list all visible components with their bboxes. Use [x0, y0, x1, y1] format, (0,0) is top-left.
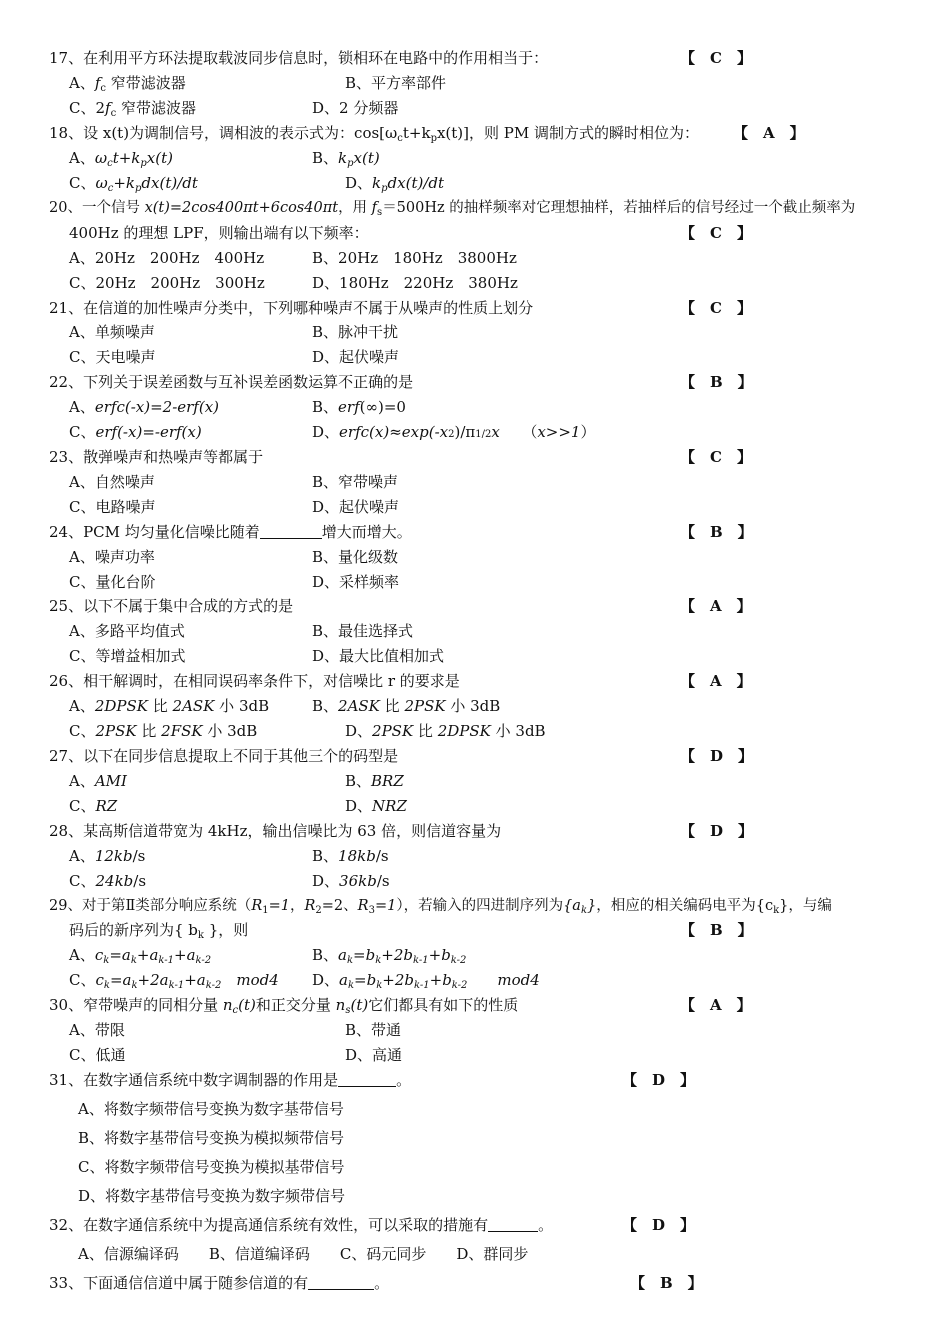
question-29-option-b: B、$a_k=b_k+2b_{k-1}+b_{k-2}$	[312, 946, 467, 966]
question-28-option-b: B、18kb/s	[312, 847, 389, 865]
question-18-option-d: D、$k_pdx(t)/dt$	[345, 174, 445, 194]
question-25-option-c: C、等增益相加式	[69, 647, 186, 665]
question-20-answer: 【 C 】	[680, 224, 752, 242]
question-18-option-b: B、$k_px(t)$	[312, 149, 380, 169]
question-29-stem-cont: 码后的新序列为{ $b_k$ }，则	[69, 921, 249, 941]
question-30-stem: 30、窄带噪声的同相分量 $n_c(t)$和正交分量 $n_s(t)$它们都具有如下的性质	[49, 996, 519, 1016]
question-25-answer: 【 A 】	[680, 597, 752, 615]
question-29-option-d: D、$a_k=b_k+2b_{k-1}+b_{k-2}$ mod4	[312, 971, 540, 991]
question-28-answer: 【 D 】	[680, 822, 754, 840]
question-22-option-b: B、erf(∞)=0	[312, 398, 406, 416]
question-24-stem: 24、PCM 均匀量化信噪比随着 增大而增大。	[49, 523, 412, 541]
question-25-option-d: D、最大比值相加式	[312, 647, 445, 665]
question-26-option-c: C、2PSK 比 2FSK 小 3dB	[69, 722, 258, 740]
question-22-stem: 22、下列关于误差函数与互补误差函数运算不正确的是	[49, 373, 414, 391]
question-18-option-a: A、$\omega_ct+k_px(t)$	[69, 149, 173, 169]
question-25-option-b: B、最佳选择式	[312, 622, 414, 640]
question-27-answer: 【 D 】	[680, 747, 754, 765]
question-30-option-c: C、低通	[69, 1046, 126, 1064]
question-28-option-c: C、24kb/s	[69, 872, 147, 890]
question-20-option-a: A、20Hz 200Hz 400Hz	[69, 249, 265, 267]
question-30-option-d: D、高通	[345, 1046, 403, 1064]
question-26-stem: 26、相干解调时，在相同误码率条件下，对信噪比 r 的要求是	[49, 672, 460, 690]
question-24-option-a: A、噪声功率	[69, 548, 155, 566]
question-21-option-d: D、起伏噪声	[312, 348, 400, 366]
question-28-option-d: D、36kb/s	[312, 872, 390, 890]
question-28-stem: 28、某高斯信道带宽为 4kHz，输出信噪比为 63 倍，则信道容量为	[49, 822, 502, 840]
question-27-option-c: C、RZ	[69, 797, 118, 815]
question-20-option-d: D、180Hz 220Hz 380Hz	[312, 274, 518, 292]
answer-blank	[338, 1072, 396, 1087]
question-20-stem: 20、一个信号 x(t)=2cos400πt+6cos40πt，用 $f_s=500Hz$ 的抽样频率对它理想抽样，若抽样后的信号经过一个截止频率为	[49, 200, 856, 218]
question-28-option-a: A、12kb/s	[69, 847, 146, 865]
question-17-option-d: D、2 分频器	[312, 99, 399, 117]
question-27-option-d: D、NRZ	[345, 797, 407, 815]
question-24-answer: 【 B 】	[680, 523, 753, 541]
question-31-option-a: A、将数字频带信号变换为数字基带信号	[78, 1100, 344, 1118]
question-20-option-b: B、20Hz 180Hz 3800Hz	[312, 249, 517, 267]
question-29-stem: 29、对于第Ⅱ类部分响应系统（$R_1=1$，$R_2=2$、$R_3=1$），若输入的四进制序列为$\{a_k\}$，相应的相关编码电平为$\{c_k\}$，与编	[49, 898, 832, 916]
question-26-answer: 【 A 】	[680, 672, 752, 690]
question-21-option-b: B、脉冲干扰	[312, 323, 399, 341]
question-23-option-c: C、电路噪声	[69, 498, 156, 516]
question-20-stem-cont: 400Hz 的理想 LPF，则输出端有以下频率：	[69, 224, 369, 242]
question-18-answer: 【 A 】	[733, 124, 805, 142]
question-17-option-b: B、平方率部件	[345, 74, 447, 92]
question-22-answer: 【 B 】	[680, 373, 753, 391]
question-33-answer: 【 B 】	[630, 1274, 703, 1292]
question-25-option-a: A、多路平均值式	[69, 622, 185, 640]
question-23-stem: 23、散弹噪声和热噪声等都属于	[49, 448, 264, 466]
question-24-option-c: C、量化台阶	[69, 573, 156, 591]
question-27-stem: 27、以下在同步信息提取上不同于其他三个的码型是	[49, 747, 399, 765]
question-30-option-a: A、带限	[69, 1021, 125, 1039]
question-23-answer: 【 C 】	[680, 448, 752, 466]
question-29-option-a: A、$c_k=a_k+a_{k-1}+a_{k-2}$	[69, 946, 212, 966]
question-31-option-b: B、将数字基带信号变换为模拟频带信号	[78, 1129, 345, 1147]
question-22-option-c: C、erf(-x)=-erf(x)	[69, 423, 202, 441]
question-21-stem: 21、在信道的加性噪声分类中，下列哪种噪声不属于从噪声的性质上划分	[49, 299, 534, 317]
answer-blank	[260, 524, 322, 539]
question-24-option-b: B、量化级数	[312, 548, 399, 566]
question-17-option-a: A、$f_c$ 窄带滤波器	[69, 74, 186, 94]
question-17-stem: 17、在利用平方环法提取载波同步信息时，锁相环在电路中的作用相当于：	[49, 49, 549, 67]
answer-blank	[308, 1275, 374, 1290]
question-32-options: A、信源编译码 B、信道编译码 C、码元同步 D、群同步	[78, 1245, 529, 1263]
question-30-option-b: B、带通	[345, 1021, 402, 1039]
question-23-option-a: A、自然噪声	[69, 473, 155, 491]
question-17-answer: 【 C 】	[680, 49, 752, 67]
question-25-stem: 25、以下不属于集中合成的方式的是	[49, 597, 294, 615]
question-18-stem: 18、设 x(t)为调制信号，调相波的表示式为：$\cos[\omega_ct+k_px(t)]$，则 PM 调制方式的瞬时相位为：	[49, 124, 700, 144]
question-27-option-a: A、AMI	[69, 772, 127, 790]
question-23-option-b: B、窄带噪声	[312, 473, 399, 491]
question-31-answer: 【 D 】	[622, 1071, 696, 1089]
question-29-option-c: C、$c_k=a_k+2a_{k-1}+a_{k-2}$ mod4	[69, 971, 279, 991]
question-31-stem: 31、在数字通信系统中数字调制器的作用是 。	[49, 1071, 412, 1089]
question-31-option-d: D、将数字基带信号变换为数字频带信号	[78, 1187, 346, 1205]
question-31-option-c: C、将数字频带信号变换为模拟基带信号	[78, 1158, 345, 1176]
question-32-answer: 【 D 】	[622, 1216, 696, 1234]
question-32-stem: 32、在数字通信系统中为提高通信系统有效性，可以采取的措施有 。	[49, 1216, 554, 1234]
question-20-option-c: C、20Hz 200Hz 300Hz	[69, 274, 265, 292]
question-29-answer: 【 B 】	[680, 921, 753, 939]
question-24-option-d: D、采样频率	[312, 573, 400, 591]
question-22-option-d: D、erfc(x)≈exp(-x2)/π1/2x （x>>1）	[312, 423, 596, 441]
question-21-option-a: A、单频噪声	[69, 323, 155, 341]
question-30-answer: 【 A 】	[680, 996, 752, 1014]
question-33-stem: 33、下面通信信道中属于随参信道的有 。	[49, 1274, 390, 1292]
question-26-option-d: D、2PSK 比 2DPSK 小 3dB	[345, 722, 546, 740]
question-27-option-b: B、BRZ	[345, 772, 404, 790]
question-21-option-c: C、天电噪声	[69, 348, 156, 366]
question-21-answer: 【 C 】	[680, 299, 752, 317]
question-26-option-b: B、2ASK 比 2PSK 小 3dB	[312, 697, 501, 715]
question-22-option-a: A、erfc(-x)=2-erf(x)	[69, 398, 220, 416]
answer-blank	[488, 1217, 538, 1232]
question-17-option-c: C、$2f_c$ 窄带滤波器	[69, 99, 196, 119]
question-23-option-d: D、起伏噪声	[312, 498, 400, 516]
question-18-option-c: C、$\omega_c+k_pdx(t)/dt$	[69, 174, 198, 194]
question-26-option-a: A、2DPSK 比 2ASK 小 3dB	[69, 697, 270, 715]
